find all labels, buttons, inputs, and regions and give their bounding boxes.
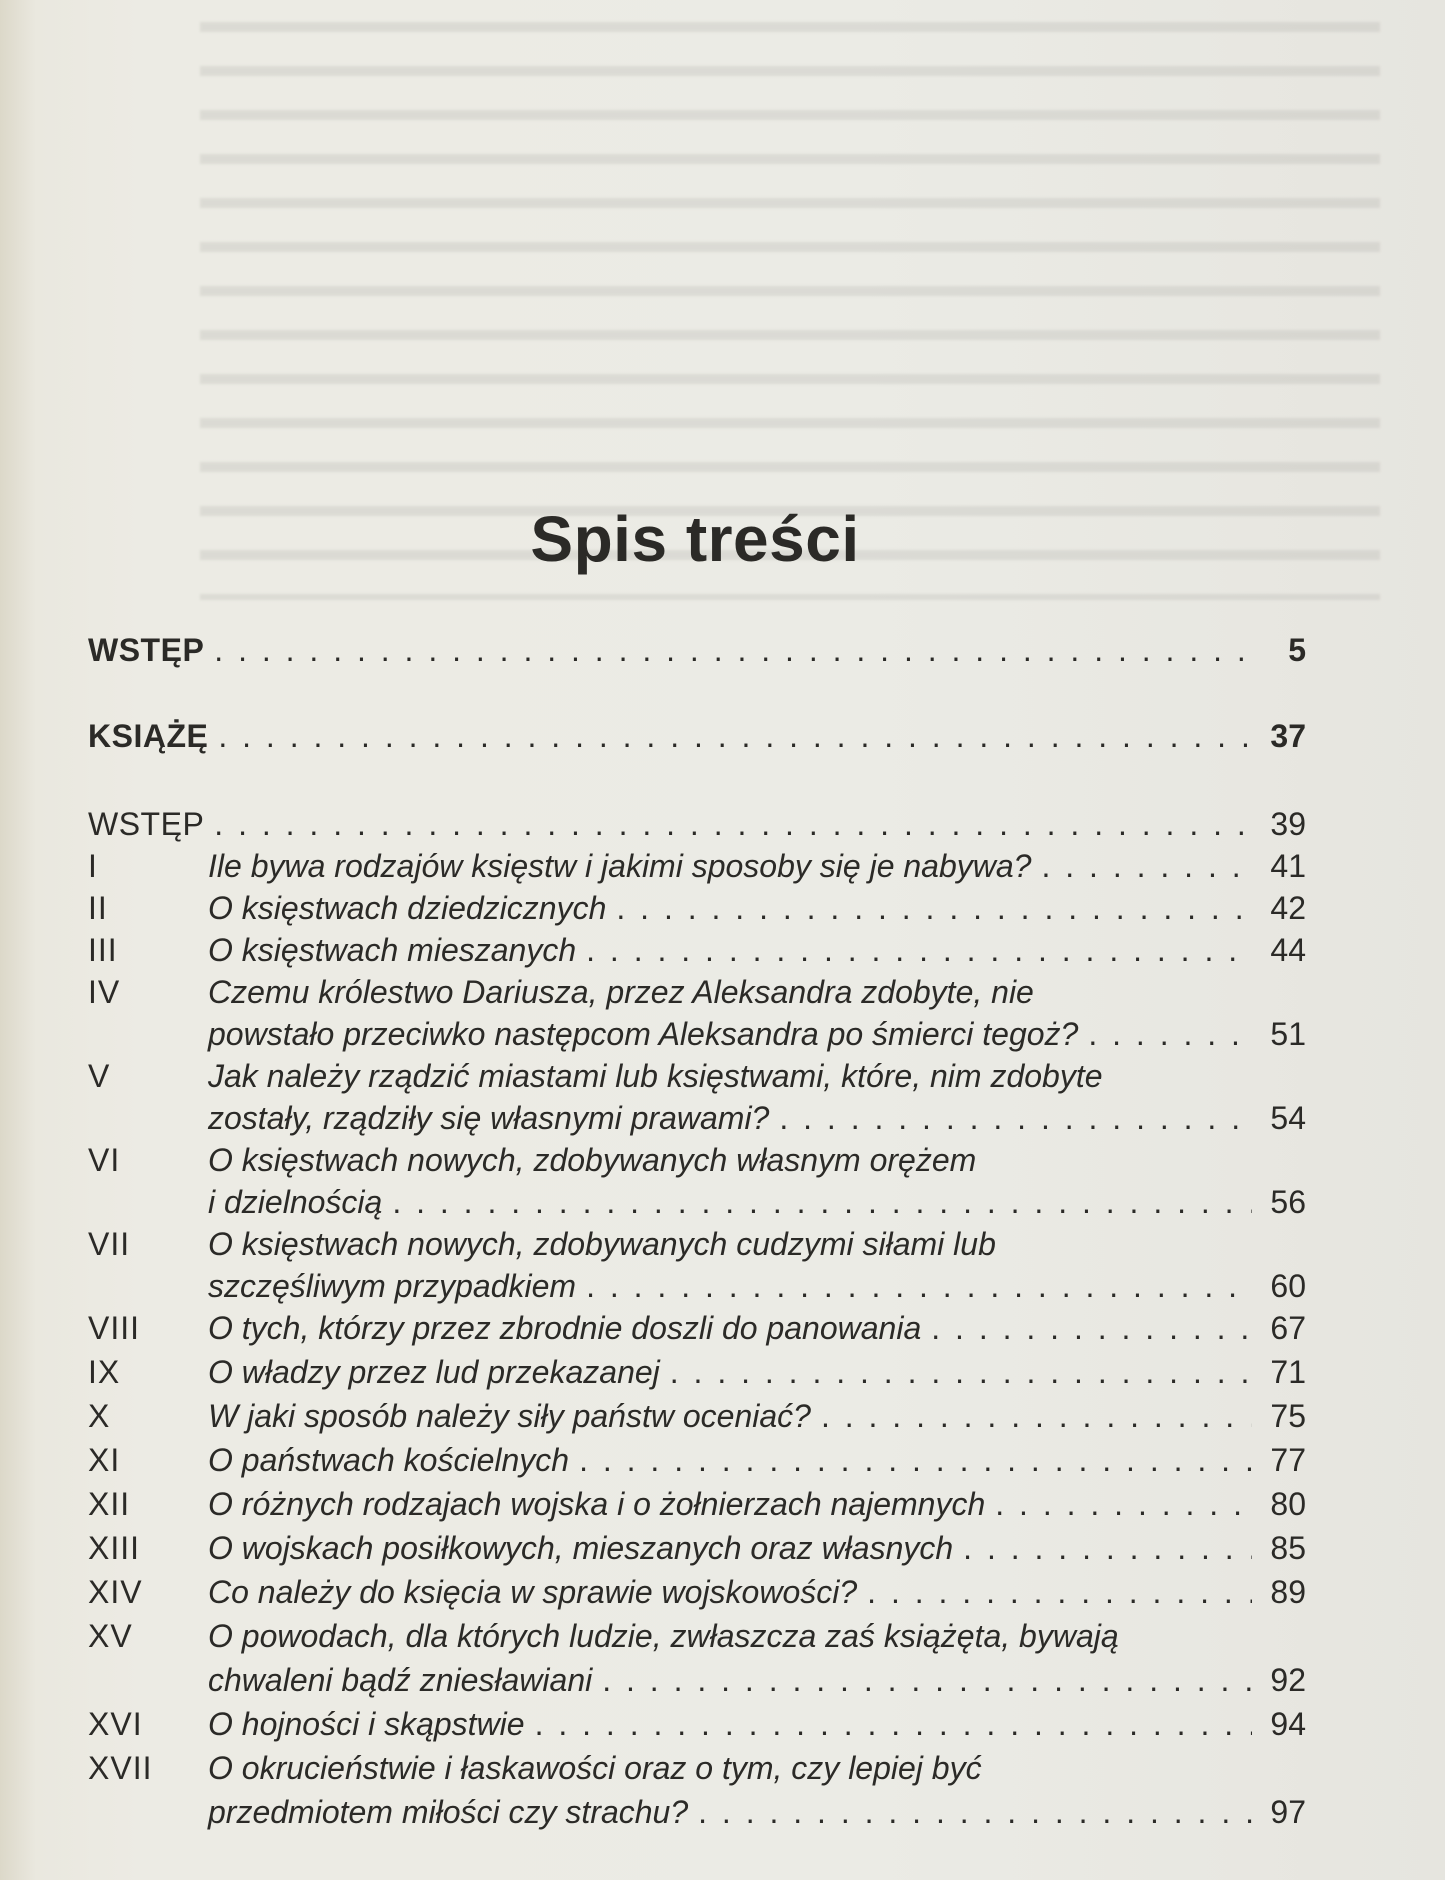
toc-page-number: 60 bbox=[1270, 1268, 1306, 1304]
chapter-title-continuation: szczęśliwym przypadkiem bbox=[208, 1268, 577, 1304]
toc-entry-intro[interactable] bbox=[88, 620, 1306, 672]
chapter-number: IX bbox=[88, 1354, 121, 1390]
toc-page-number: 56 bbox=[1270, 1184, 1306, 1220]
chapter-title-continuation: powstało przeciwko następcom Aleksandra po śmierci tegoż? bbox=[208, 1016, 1079, 1052]
chapter-number: I bbox=[88, 848, 98, 884]
toc-page-number: 41 bbox=[1270, 848, 1306, 884]
toc-page-number: 51 bbox=[1270, 1016, 1306, 1052]
toc-page-number: 75 bbox=[1270, 1398, 1306, 1434]
chapter-title: O tych, którzy przez zbrodnie doszli do panowania bbox=[208, 1310, 922, 1346]
chapter-number: XI bbox=[88, 1442, 121, 1478]
chapter-title: Jak należy rządzić miastami lub księstwami, które, nim zdobyte bbox=[208, 1058, 1103, 1094]
chapter-number: V bbox=[88, 1058, 111, 1094]
page-title: Spis treści bbox=[530, 503, 860, 575]
chapter-title: O wojskach posiłkowych, mieszanych oraz własnych bbox=[208, 1530, 954, 1566]
toc-page-number: 37 bbox=[1270, 718, 1306, 754]
toc-page-number: 67 bbox=[1270, 1310, 1306, 1346]
chapter-number: XV bbox=[88, 1618, 133, 1654]
chapter-title-continuation: zostały, rządziły się własnymi prawami? bbox=[208, 1100, 770, 1136]
toc-page-number: 54 bbox=[1270, 1100, 1306, 1136]
chapter-number: XII bbox=[88, 1486, 131, 1522]
toc-page-number: 92 bbox=[1270, 1662, 1306, 1698]
chapter-title: Czemu królestwo Dariusza, przez Aleksandra zdobyte, nie bbox=[208, 974, 1034, 1010]
chapter-title: O okrucieństwie i łaskawości oraz o tym, czy lepiej być bbox=[208, 1750, 982, 1786]
chapter-number: III bbox=[88, 932, 118, 968]
toc-entry-label: KSIĄŻĘ bbox=[88, 718, 209, 754]
chapter-title: Ile bywa rodzajów księstw i jakimi sposoby się je nabywa? bbox=[208, 848, 1032, 884]
chapter-number: XIII bbox=[88, 1530, 141, 1566]
chapter-number: X bbox=[88, 1398, 111, 1434]
chapter-title: O księstwach mieszanych bbox=[208, 932, 577, 968]
toc-entry-label: WSTĘP bbox=[88, 632, 205, 668]
chapter-number: XIV bbox=[88, 1574, 143, 1610]
toc-page-number: 5 bbox=[1288, 632, 1306, 668]
chapter-number: XVII bbox=[88, 1750, 153, 1786]
chapter-number: VIII bbox=[88, 1310, 141, 1346]
chapter-number: IV bbox=[88, 974, 121, 1010]
chapter-title-continuation: przedmiotem miłości czy strachu? bbox=[208, 1794, 689, 1830]
chapter-number: VI bbox=[88, 1142, 121, 1178]
toc-page-number: 80 bbox=[1270, 1486, 1306, 1522]
toc-chapter-17[interactable] bbox=[208, 1782, 1306, 1834]
chapter-title: O różnych rodzajach wojska i o żołnierzach najemnych bbox=[208, 1486, 986, 1522]
toc-page-number: 85 bbox=[1270, 1530, 1306, 1566]
chapter-title: W jaki sposób należy siły państw oceniać? bbox=[208, 1398, 811, 1434]
chapter-title: O powodach, dla których ludzie, zwłaszcza zaś książęta, bywają bbox=[208, 1618, 1119, 1654]
toc-page-number: 94 bbox=[1270, 1706, 1306, 1742]
toc-page-number: 39 bbox=[1270, 806, 1306, 842]
leader-dots bbox=[214, 628, 1252, 672]
chapter-title: O władzy przez lud przekazanej bbox=[208, 1354, 660, 1390]
toc-page-number: 44 bbox=[1270, 932, 1306, 968]
chapter-title: O księstwach dziedzicznych bbox=[208, 890, 607, 926]
chapter-number: II bbox=[88, 890, 108, 926]
toc-page-number: 42 bbox=[1270, 890, 1306, 926]
chapter-title-continuation: chwaleni bądź zniesławiani bbox=[208, 1662, 593, 1698]
toc-page-number: 71 bbox=[1270, 1354, 1306, 1390]
toc-page-number: 89 bbox=[1270, 1574, 1306, 1610]
chapter-number: XVI bbox=[88, 1706, 143, 1742]
chapter-title-continuation: i dzielnością bbox=[208, 1184, 383, 1220]
toc-page-number: 77 bbox=[1270, 1442, 1306, 1478]
toc-page-number: 97 bbox=[1270, 1794, 1306, 1830]
toc-entry-prince[interactable] bbox=[88, 706, 1306, 758]
chapter-title: O hojności i skąpstwie bbox=[208, 1706, 525, 1742]
toc-entry-label: WSTĘP bbox=[88, 806, 205, 842]
chapter-number: VII bbox=[88, 1226, 131, 1262]
leader-dots bbox=[698, 1790, 1252, 1834]
chapter-title: O księstwach nowych, zdobywanych cudzymi siłami lub bbox=[208, 1226, 996, 1262]
chapter-title: O księstwach nowych, zdobywanych własnym orężem bbox=[208, 1142, 977, 1178]
leader-dots bbox=[218, 714, 1252, 758]
chapter-title: Co należy do księcia w sprawie wojskowości? bbox=[208, 1574, 858, 1610]
chapter-title: O państwach kościelnych bbox=[208, 1442, 570, 1478]
